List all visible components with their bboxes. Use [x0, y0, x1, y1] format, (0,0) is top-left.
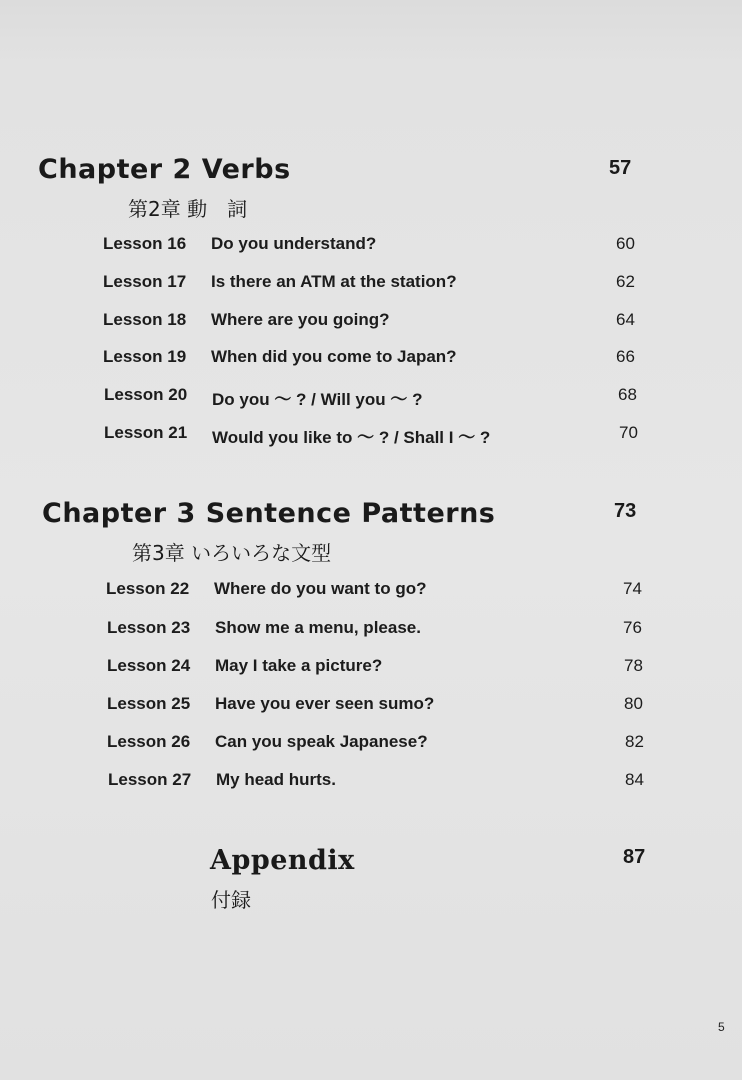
lesson-number: Lesson 21: [104, 423, 188, 442]
toc-row-lesson-20: [104, 385, 644, 411]
toc-row-lesson-16: [103, 234, 643, 260]
lesson-title: When did you come to Japan?: [211, 347, 457, 366]
chapter-2-title-jp: 第2章 動 詞: [128, 197, 248, 221]
toc-row-lesson-25: [107, 694, 647, 720]
lesson-page: 82: [625, 732, 644, 751]
toc-row-lesson-19: [103, 347, 643, 373]
lesson-number: Lesson 17: [103, 272, 187, 291]
toc-row-lesson-27: [108, 770, 648, 796]
lesson-page: 60: [616, 234, 635, 253]
lesson-number: Lesson 27: [108, 770, 192, 789]
lesson-number: Lesson 24: [107, 656, 191, 675]
lesson-page: 64: [616, 310, 635, 329]
lesson-number: Lesson 16: [103, 234, 187, 253]
lesson-title: Where are you going?: [211, 310, 390, 329]
lesson-title: Show me a menu, please.: [215, 618, 421, 637]
appendix-page: 87: [623, 846, 646, 868]
lesson-number: Lesson 22: [106, 579, 190, 598]
lesson-number: Lesson 19: [103, 347, 187, 366]
lesson-title: Is there an ATM at the station?: [211, 272, 457, 291]
toc-row-lesson-21: [104, 423, 644, 449]
toc-row-lesson-23: [107, 618, 647, 644]
chapter-2-title: Chapter 2 Verbs: [38, 154, 291, 185]
toc-row-lesson-17: [103, 272, 643, 298]
lesson-number: Lesson 26: [107, 732, 191, 751]
lesson-title: Do you ～ ? / Will you ～ ?: [212, 390, 423, 409]
lesson-title: May I take a picture?: [215, 656, 383, 675]
lesson-title: Have you ever seen sumo?: [215, 694, 435, 713]
lesson-page: 80: [624, 694, 643, 713]
lesson-title: Would you like to ～ ? / Shall I ～ ?: [212, 428, 491, 447]
lesson-number: Lesson 23: [107, 618, 191, 637]
toc-row-lesson-22: [106, 579, 646, 605]
appendix-title: Appendix: [210, 845, 355, 876]
chapter-3-title: Chapter 3 Sentence Patterns: [42, 498, 496, 529]
lesson-title: Where do you want to go?: [214, 579, 427, 598]
lesson-page: 66: [616, 347, 635, 366]
lesson-title: Do you understand?: [211, 234, 377, 253]
lesson-page: 68: [618, 385, 637, 404]
chapter-3-title-jp: 第3章 いろいろな文型: [132, 541, 332, 565]
lesson-number: Lesson 20: [104, 385, 188, 404]
lesson-number: Lesson 18: [103, 310, 187, 329]
lesson-page: 74: [623, 579, 642, 598]
chapter-3-page: 73: [614, 500, 637, 522]
lesson-title: My head hurts.: [216, 770, 336, 789]
lesson-number: Lesson 25: [107, 694, 191, 713]
lesson-page: 84: [625, 770, 644, 789]
appendix-title-jp: 付録: [211, 888, 251, 912]
chapter-2-page: 57: [609, 157, 632, 179]
toc-row-lesson-26: [107, 732, 647, 758]
lesson-page: 70: [619, 423, 638, 442]
lesson-page: 62: [616, 272, 635, 291]
lesson-page: 76: [623, 618, 642, 637]
toc-row-lesson-24: [107, 656, 647, 682]
lesson-page: 78: [624, 656, 643, 675]
toc-row-lesson-18: [103, 310, 643, 336]
page-number: 5: [718, 1020, 725, 1034]
lesson-title: Can you speak Japanese?: [215, 732, 428, 751]
